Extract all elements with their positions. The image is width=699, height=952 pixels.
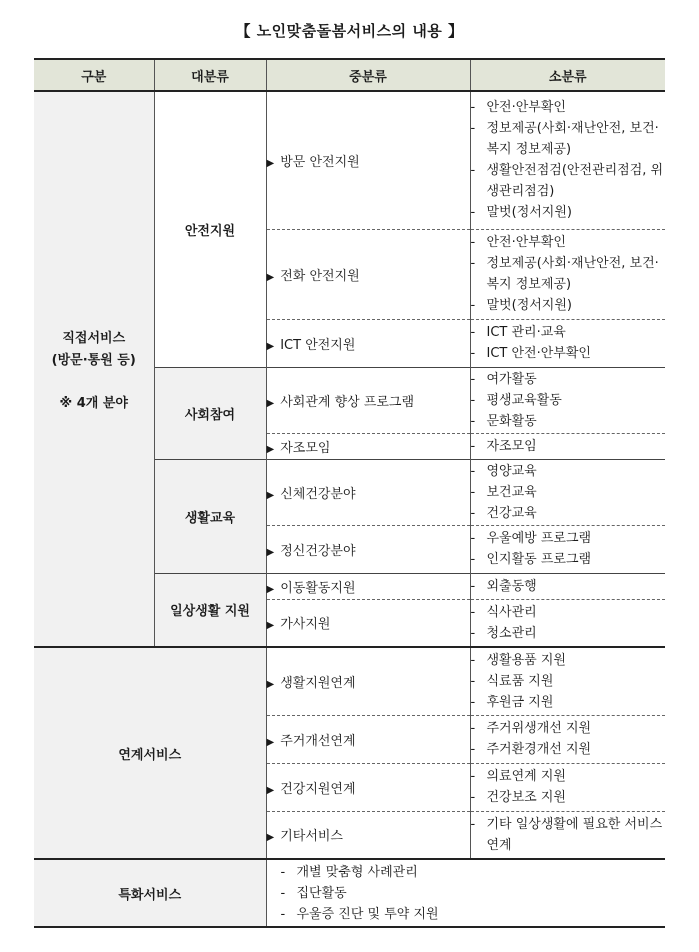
arrow-icon: ▶ xyxy=(266,678,275,690)
middle-category xyxy=(266,599,470,647)
minor-category-item xyxy=(471,232,666,253)
arrow-icon: ▶ xyxy=(266,489,275,501)
middle-category-label: 주거개선연계 xyxy=(280,733,356,749)
minor-category-list xyxy=(470,367,665,433)
item-text: ICT 관리·교육 xyxy=(486,325,566,340)
arrow-icon: ▶ xyxy=(266,340,275,352)
arrow-icon: ▶ xyxy=(266,443,275,455)
minor-category-item xyxy=(471,390,666,411)
dash-marker: - xyxy=(280,906,286,922)
dash-marker: - xyxy=(470,552,476,567)
item-text: 생활안전점검(안전관리점검, 위생관리점검) xyxy=(486,163,664,200)
dash-marker: - xyxy=(470,121,476,137)
middle-category xyxy=(266,367,470,433)
minor-category-item xyxy=(471,97,666,118)
dash-marker: - xyxy=(470,625,476,641)
special-service-item xyxy=(281,904,666,925)
minor-category-list xyxy=(470,91,665,229)
arrow-icon: ▶ xyxy=(266,271,275,283)
minor-category-item xyxy=(471,692,666,713)
minor-category-item xyxy=(471,528,666,549)
arrow-icon: ▶ xyxy=(266,157,275,169)
item-text: 집단활동 xyxy=(296,885,347,901)
minor-category-item xyxy=(471,787,666,808)
dash-marker: - xyxy=(470,531,476,546)
middle-category xyxy=(266,715,470,763)
middle-category-label: 정신건강분야 xyxy=(280,543,356,559)
item-text: 청소관리 xyxy=(486,625,537,641)
item-text: 말벗(정서지원) xyxy=(486,205,572,221)
minor-category-item xyxy=(471,814,666,856)
minor-category-list xyxy=(470,229,665,319)
category-daily: 일상생활 지원 xyxy=(154,573,266,647)
category-social: 사회참여 xyxy=(154,367,266,459)
dash-marker: - xyxy=(470,769,476,784)
minor-category-item xyxy=(471,436,666,457)
dash-marker: - xyxy=(470,371,476,387)
dash-marker: - xyxy=(470,505,476,521)
dash-marker: - xyxy=(470,256,476,271)
item-text: 주거환경개선 지원 xyxy=(486,742,592,757)
header-minor: 소분류 xyxy=(470,59,665,91)
middle-category-label: 전화 안전지원 xyxy=(280,268,360,284)
arrow-icon: ▶ xyxy=(266,832,275,844)
minor-category-list xyxy=(470,599,665,647)
arrow-icon: ▶ xyxy=(266,546,275,558)
minor-category-item xyxy=(471,576,666,597)
middle-category-label: 가사지원 xyxy=(280,617,331,633)
minor-category-item xyxy=(471,623,666,644)
middle-category xyxy=(266,573,470,599)
dash-marker: - xyxy=(470,298,476,313)
page-title: 【 노인맞춤돌봄서비스의 내용 】 xyxy=(235,22,464,40)
item-text: 말벗(정서지원) xyxy=(486,298,572,313)
special-service-items xyxy=(266,859,665,927)
middle-category-label: 생활지원연계 xyxy=(280,675,356,691)
item-text: 우울예방 프로그램 xyxy=(486,531,592,546)
direct-service-cell xyxy=(34,91,154,647)
special-service-cell: 특화서비스 xyxy=(34,859,266,927)
minor-category-list xyxy=(470,433,665,459)
item-text: 문화활동 xyxy=(486,413,537,429)
minor-category-list xyxy=(470,319,665,367)
minor-category-list xyxy=(470,525,665,573)
dash-marker: - xyxy=(470,484,476,500)
minor-category-item xyxy=(471,461,666,482)
middle-category-label: 방문 안전지원 xyxy=(280,154,360,170)
minor-category-list xyxy=(470,811,665,859)
minor-category-item xyxy=(471,482,666,503)
table-row xyxy=(34,859,665,927)
minor-category-item xyxy=(471,322,666,343)
item-text: 안전·안부확인 xyxy=(486,100,566,116)
minor-category-item xyxy=(471,739,666,760)
direct-service-note: ※ 4개 분야 xyxy=(59,395,128,411)
linked-service-cell: 연계서비스 xyxy=(34,647,266,859)
middle-category xyxy=(266,319,470,367)
item-text: 우울증 진단 및 투약 지원 xyxy=(296,906,439,922)
minor-category-list xyxy=(470,763,665,811)
item-text: 식사관리 xyxy=(486,604,537,620)
middle-category xyxy=(266,647,470,715)
header-middle: 중분류 xyxy=(266,59,470,91)
dash-marker: - xyxy=(470,392,476,408)
arrow-icon: ▶ xyxy=(266,583,275,595)
item-text: 자조모임 xyxy=(486,438,537,454)
minor-category-item xyxy=(471,718,666,739)
special-service-item xyxy=(281,883,666,904)
dash-marker: - xyxy=(470,742,476,757)
item-text: 보건교육 xyxy=(486,484,537,500)
category-safety: 안전지원 xyxy=(154,91,266,367)
dash-marker: - xyxy=(470,325,476,340)
dash-marker: - xyxy=(470,673,476,689)
category-edu: 생활교육 xyxy=(154,459,266,573)
dash-marker: - xyxy=(470,413,476,429)
item-text: 여가활동 xyxy=(486,371,537,387)
item-text: 생활용품 지원 xyxy=(486,652,566,668)
dash-marker: - xyxy=(470,652,476,668)
dash-marker: - xyxy=(280,885,286,901)
item-text: 건강교육 xyxy=(486,505,537,521)
middle-category-label: 신체건강분야 xyxy=(280,486,356,502)
table-row xyxy=(34,647,665,715)
dash-marker: - xyxy=(470,346,476,361)
item-text: 주거위생개선 지원 xyxy=(486,721,592,736)
dash-marker: - xyxy=(470,721,476,736)
minor-category-item xyxy=(471,602,666,623)
middle-category xyxy=(266,763,470,811)
item-text: 식료품 지원 xyxy=(486,673,554,689)
minor-category-item xyxy=(471,671,666,692)
dash-marker: - xyxy=(470,578,476,594)
dash-marker: - xyxy=(470,463,476,479)
item-text: 외출동행 xyxy=(486,578,537,594)
header-row xyxy=(34,59,665,91)
middle-category xyxy=(266,433,470,459)
middle-category xyxy=(266,459,470,525)
minor-category-item xyxy=(471,766,666,787)
item-text: 평생교육활동 xyxy=(486,392,562,408)
minor-category-item xyxy=(471,160,666,202)
minor-category-item xyxy=(471,253,666,295)
item-text: 건강보조 지원 xyxy=(486,790,566,805)
middle-category-label: 사회관계 향상 프로그램 xyxy=(280,394,415,410)
item-text: 개별 맞춤형 사례관리 xyxy=(296,864,418,880)
minor-category-list xyxy=(470,459,665,525)
item-text: 후원금 지원 xyxy=(486,694,554,710)
direct-service-sublabel: (방문·통원 등) xyxy=(51,352,136,368)
dash-marker: - xyxy=(470,163,476,179)
dash-marker: - xyxy=(470,816,476,832)
arrow-icon: ▶ xyxy=(266,397,275,409)
minor-category-item xyxy=(471,118,666,160)
middle-category xyxy=(266,811,470,859)
dash-marker: - xyxy=(470,790,476,805)
middle-category-label: ICT 안전지원 xyxy=(280,337,356,353)
minor-category-item xyxy=(471,411,666,432)
item-text: 기타 일상생활에 필요한 서비스 연계 xyxy=(486,816,663,853)
middle-category xyxy=(266,525,470,573)
minor-category-item xyxy=(471,369,666,390)
arrow-icon: ▶ xyxy=(266,620,275,632)
middle-category-label: 이동활동지원 xyxy=(280,580,356,596)
item-text: 안전·안부확인 xyxy=(486,235,566,250)
minor-category-item xyxy=(471,295,666,316)
table-row xyxy=(34,91,665,229)
dash-marker: - xyxy=(470,235,476,250)
item-text: 정보제공(사회·재난안전, 보건·복지 정보제공) xyxy=(486,256,659,292)
header-division: 구분 xyxy=(34,59,154,91)
dash-marker: - xyxy=(470,694,476,710)
middle-category-label: 건강지원연계 xyxy=(280,781,356,797)
header-major: 대분류 xyxy=(154,59,266,91)
special-service-item xyxy=(281,862,666,883)
dash-marker: - xyxy=(470,604,476,620)
item-text: 정보제공(사회·재난안전, 보건·복지 정보제공) xyxy=(486,121,659,158)
minor-category-item xyxy=(471,650,666,671)
dash-marker: - xyxy=(470,438,476,454)
middle-category xyxy=(266,229,470,319)
dash-marker: - xyxy=(470,100,476,116)
minor-category-list xyxy=(470,647,665,715)
middle-category xyxy=(266,91,470,229)
minor-category-item xyxy=(471,343,666,364)
minor-category-list xyxy=(470,715,665,763)
item-text: ICT 안전·안부확인 xyxy=(486,346,591,361)
item-text: 의료연계 지원 xyxy=(486,769,566,784)
minor-category-list xyxy=(470,573,665,599)
middle-category-label: 자조모임 xyxy=(280,440,331,456)
service-table xyxy=(34,58,665,928)
minor-category-item xyxy=(471,549,666,570)
arrow-icon: ▶ xyxy=(266,736,275,748)
direct-service-label: 직접서비스 xyxy=(62,330,126,346)
minor-category-item xyxy=(471,202,666,223)
dash-marker: - xyxy=(280,864,286,880)
item-text: 영양교육 xyxy=(486,463,537,479)
dash-marker: - xyxy=(470,205,476,221)
arrow-icon: ▶ xyxy=(266,784,275,796)
minor-category-item xyxy=(471,503,666,524)
middle-category-label: 기타서비스 xyxy=(280,829,343,845)
item-text: 인지활동 프로그램 xyxy=(486,552,592,567)
